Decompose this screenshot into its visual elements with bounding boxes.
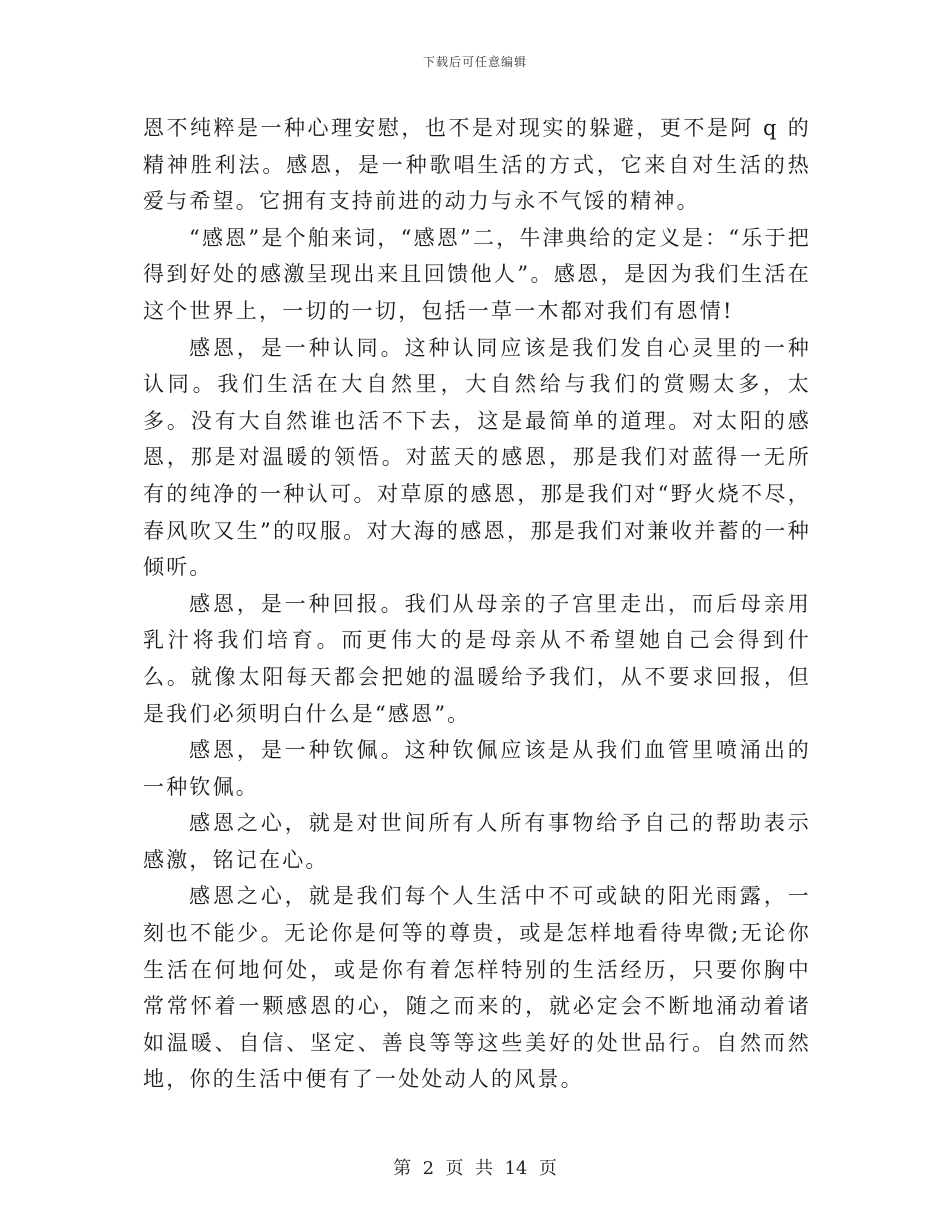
paragraph-1: 恩不纯粹是一种心理安慰，也不是对现实的躲避，更不是阿 q 的精神胜利法。感恩，是一种歌唱生活的方式，它来自对生活的热爱与希望。它拥有支持前进的动力与永不气馁的精神。 (143, 116, 811, 214)
page-footer (0, 1154, 950, 1180)
footer-total-pages: 14 (504, 1158, 528, 1179)
footer-prefix: 第 (393, 1158, 412, 1179)
paragraph-6: 感恩之心，就是对世间所有人所有事物给予自己的帮助表示感激，铭记在心。 (143, 811, 811, 872)
paragraph-2: “感恩”是个舶来词，“感恩”二，牛津典给的定义是：“乐于把得到好处的感激呈现出来且回馈他人”。感恩，是因为我们生活在这个世界上，一切的一切，包括一草一木都对我们有恩情! (143, 225, 811, 323)
footer-total-word: 共 (475, 1158, 493, 1179)
document-body (143, 110, 811, 1098)
paragraph-7: 感恩之心，就是我们每个人生活中不可或缺的阳光雨露，一刻也不能少。无论你是何等的尊贵，或是怎样地看待卑微;无论你生活在何地何处，或是你有着怎样特别的生活经历，只要你胸中常常怀着一颗感恩的心，随之而来的，就必定会不断地涌动着诸如温暖、自信、坚定、善良等等这些美好的处世品行。自然而然地，你的生活中便有了一处处动人的风景。 (143, 884, 811, 1092)
paragraph-3: 感恩，是一种认同。这种认同应该是我们发自心灵里的一种认同。我们生活在大自然里，大自然给与我们的赏赐太多，太多。没有大自然谁也活不下去，这是最简单的道理。对太阳的感恩，那是对温暖的领悟。对蓝天的感恩，那是我们对蓝得一无所有的纯净的一种认可。对草原的感恩，那是我们对“野火烧不尽，春风吹又生”的叹服。对大海的感恩，那是我们对兼收并蓄的一种倾听。 (143, 335, 811, 580)
footer-suffix: 页 (538, 1158, 557, 1179)
footer-page-word: 页 (445, 1158, 464, 1179)
header-note: 下载后可任意编辑 (422, 55, 527, 69)
paragraph-5: 感恩，是一种钦佩。这种钦佩应该是从我们血管里喷涌出的一种钦佩。 (143, 738, 811, 799)
footer-page-number: 2 (422, 1158, 435, 1179)
paragraph-4: 感恩，是一种回报。我们从母亲的子宫里走出，而后母亲用乳汁将我们培育。而更伟大的是母亲从不希望她自己会得到什么。就像太阳每天都会把她的温暖给予我们，从不要求回报，但是我们必须明白什么是“感恩”。 (143, 591, 811, 726)
